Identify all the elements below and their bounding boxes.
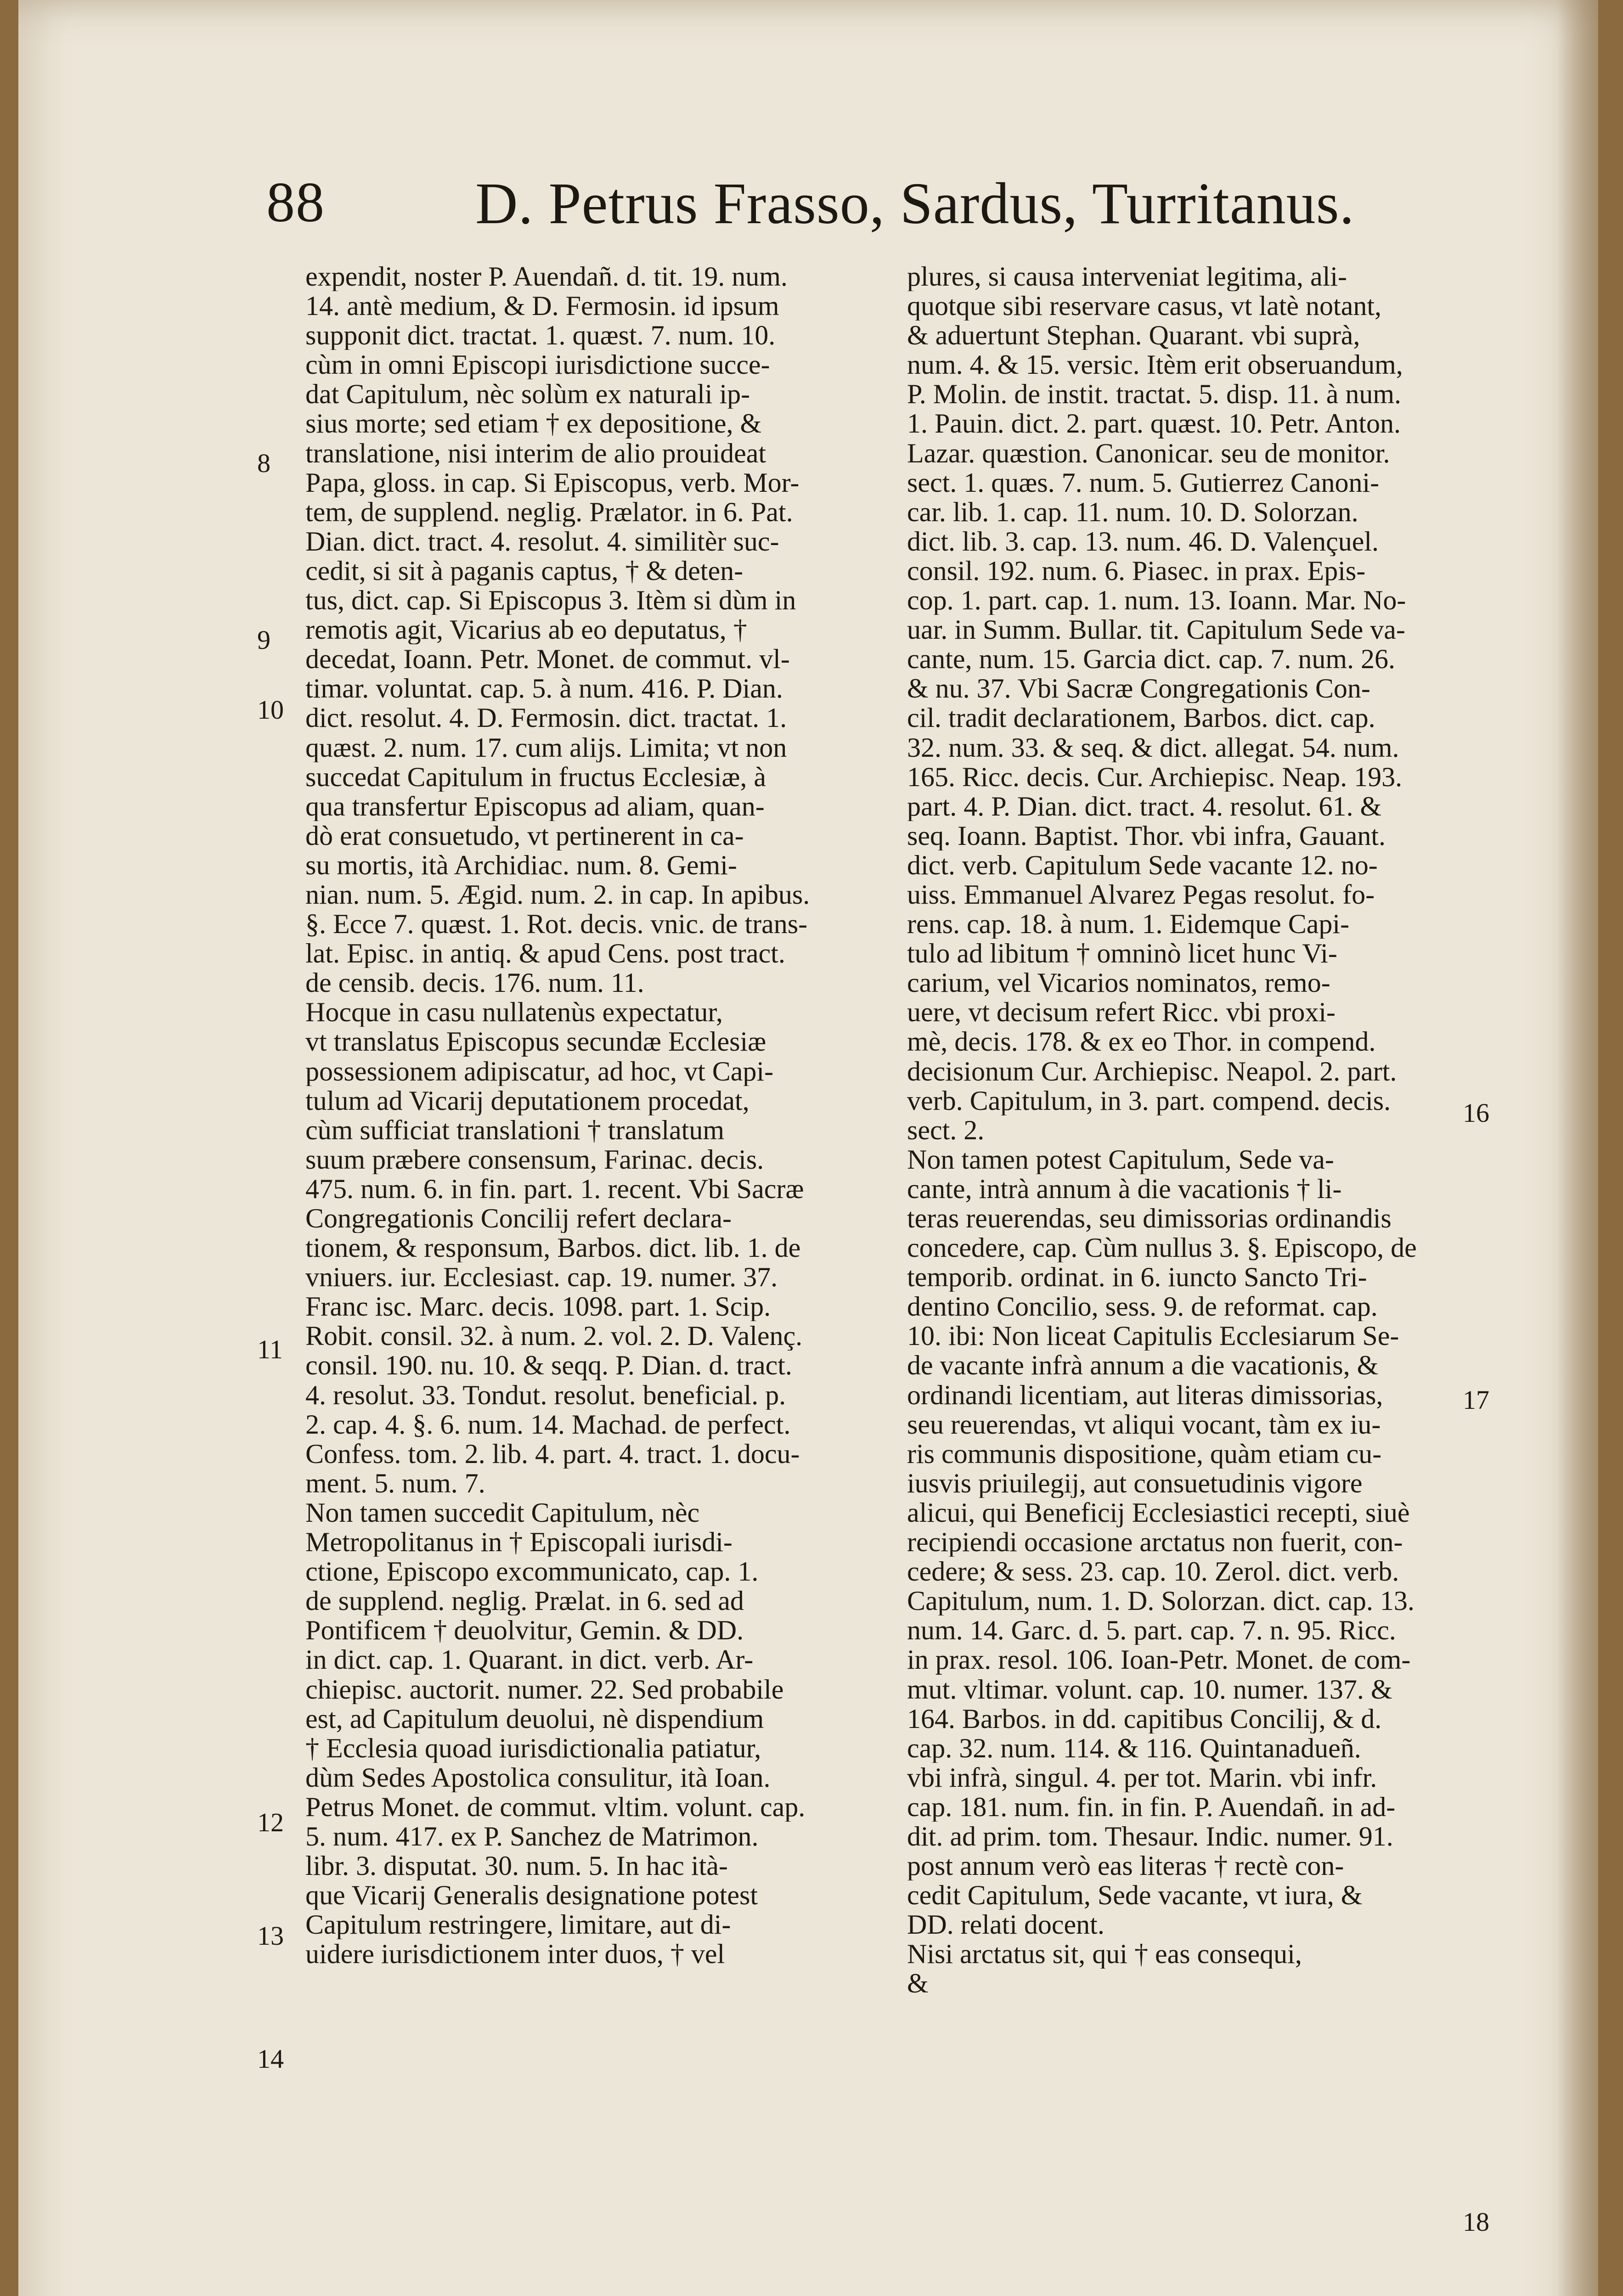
text-line: & [907, 1969, 929, 1998]
text-line: alicui, qui Beneficij Ecclesiastici recepti, siuè [907, 1497, 1410, 1528]
text-line: teras reuerendas, seu dimissorias ordinandis [907, 1204, 1392, 1233]
text-line: 1. Pauin. dict. 2. part. quæst. 10. Petr. Anton. [907, 409, 1401, 439]
text-line: sect. 2. [907, 1115, 985, 1145]
text-line: cùm in omni Episcopi iurisdictione succe- [305, 350, 770, 380]
text-line: possessionem adipiscatur, ad hoc, vt Capi- [305, 1056, 774, 1086]
text-line: de vacante infrà annum a die vacationis, & [907, 1351, 1379, 1380]
text-line: chiepisc. auctorit. numer. 22. Sed probabile [305, 1674, 784, 1704]
text-line: † Ecclesia quoad iurisdictionalia patiatur, [305, 1733, 761, 1763]
text-line: Pontificem † deuolvitur, Gemin. & DD. [305, 1615, 744, 1645]
text-line: vniuers. iur. Ecclesiast. cap. 19. numer. 37. [305, 1262, 778, 1292]
text-line: seq. Ioann. Baptist. Thor. vbi infra, Gauant. [907, 821, 1386, 850]
text-line: supponit dict. tractat. 1. quæst. 7. num. 10. [305, 321, 776, 350]
text-line: verb. Capitulum, in 3. part. compend. decis. [907, 1086, 1391, 1115]
margin-number: 16 [1463, 1098, 1489, 1128]
running-title: D. Petrus Frasso, Sardus, Turritanus. [475, 171, 1355, 236]
text-line: translatione, nisi interim de alio prouideat [305, 438, 766, 468]
text-line: iusvis priuilegij, aut consuetudinis vigore [907, 1468, 1363, 1498]
page-header [266, 170, 1552, 262]
text-line: dict. resolut. 4. D. Fermosin. dict. tractat. 1. [305, 703, 787, 733]
text-line: ment. 5. num. 7. [305, 1468, 485, 1498]
text-line: 32. num. 33. & seq. & dict. allegat. 54. num. [907, 732, 1399, 762]
page-gutter-shadow [1557, 0, 1598, 2296]
margin-number: 10 [257, 695, 284, 725]
text-line: uidere iurisdictionem inter duos, † vel [305, 1939, 725, 1969]
text-line: Hocque in casu nullatenùs expectatur, [305, 997, 723, 1027]
text-line: cante, num. 15. Garcia dict. cap. 7. num. 26. [907, 644, 1396, 674]
text-line: consil. 190. nu. 10. & seqq. P. Dian. d. tract. [305, 1351, 792, 1380]
text-line: temporib. ordinat. in 6. iuncto Sancto Tri- [907, 1262, 1367, 1292]
text-line: tulo ad libitum † omninò licet hunc Vi- [907, 939, 1337, 968]
text-line: 10. ibi: Non liceat Capitulis Ecclesiarum Se- [907, 1321, 1399, 1351]
text-line: cedere; & sess. 23. cap. 10. Zerol. dict. verb. [907, 1557, 1399, 1587]
text-line: post annum verò eas literas † rectè con- [907, 1851, 1344, 1881]
text-line: cil. tradit declarationem, Barbos. dict. cap. [907, 703, 1375, 733]
text-line: cedit, si sit à paganis captus, † & deten- [305, 556, 744, 586]
text-line: 165. Ricc. decis. Cur. Archiepisc. Neap. 193. [907, 762, 1403, 792]
text-line: 4. resolut. 33. Tondut. resolut. beneficial. p. [305, 1380, 786, 1410]
text-line: Robit. consil. 32. à num. 2. vol. 2. D. Valenç. [305, 1321, 803, 1351]
text-line: de supplend. neglig. Prælat. in 6. sed ad [305, 1586, 744, 1616]
text-line: sius morte; sed etiam † ex depositione, & [305, 409, 762, 439]
text-line: nian. num. 5. Ægid. num. 2. in cap. In apibus. [305, 879, 810, 910]
text-line: Non tamen potest Capitulum, Sede va- [907, 1144, 1334, 1174]
margin-number: 14 [257, 2044, 284, 2074]
text-line: uiss. Emmanuel Alvarez Pegas resolut. fo- [907, 879, 1375, 910]
text-line: num. 4. & 15. versic. Itèm erit obseruandum, [907, 350, 1403, 380]
text-line: 164. Barbos. in dd. capitibus Concilij, & d. [907, 1704, 1382, 1733]
text-line: est, ad Capitulum deuolui, nè dispendium [305, 1704, 764, 1733]
text-line: §. Ecce 7. quæst. 1. Rot. decis. vnic. de trans- [305, 909, 808, 939]
margin-number: 9 [257, 625, 270, 655]
text-line: sect. 1. quæs. 7. num. 5. Gutierrez Canoni- [907, 467, 1380, 497]
text-line: mè, decis. 178. & ex eo Thor. in compend. [907, 1027, 1376, 1057]
text-line: dict. lib. 3. cap. 13. num. 46. D. Valençuel. [907, 526, 1379, 556]
text-line: tionem, & responsum, Barbos. dict. lib. 1. de [305, 1233, 801, 1263]
margin-number: 17 [1463, 1385, 1489, 1415]
book-page [18, 0, 1598, 2296]
text-line: decedat, Ioann. Petr. Monet. de commut. vl- [305, 644, 790, 674]
text-line: & aduertunt Stephan. Quarant. vbi suprà, [907, 321, 1360, 350]
text-line: in prax. resol. 106. Ioan-Petr. Monet. de com- [907, 1645, 1411, 1675]
text-line: quotque sibi reservare casus, vt latè notant, [907, 291, 1382, 321]
text-line: tus, dict. cap. Si Episcopus 3. Itèm si dùm in [305, 585, 796, 615]
text-line: dit. ad prim. tom. Thesaur. Indic. numer. 91. [907, 1821, 1393, 1851]
text-line: succedat Capitulum in fructus Ecclesiæ, à [305, 762, 766, 792]
text-line: mut. vltimar. volunt. cap. 10. numer. 137. & [907, 1674, 1392, 1704]
text-line: DD. relati docent. [907, 1910, 1105, 1940]
text-line: tem, de supplend. neglig. Prælator. in 6. Pat. [305, 497, 793, 527]
margin-number: 13 [257, 1921, 284, 1951]
page-number: 88 [266, 171, 325, 234]
text-line: qua transfertur Episcopus ad aliam, quan- [305, 791, 765, 821]
text-line: suum præbere consensum, Farinac. decis. [305, 1144, 764, 1174]
text-line: seu reuerendas, vt aliqui vocant, tàm ex iu- [907, 1409, 1381, 1439]
text-line: cap. 32. num. 114. & 116. Quintanadueñ. [907, 1733, 1361, 1763]
left-text-column [305, 262, 884, 1969]
text-line: carium, vel Vicarios nominatos, remo- [907, 968, 1330, 998]
text-line: Papa, gloss. in cap. Si Episcopus, verb. Mor- [305, 467, 800, 497]
text-line: 5. num. 417. ex P. Sanchez de Matrimon. [305, 1821, 759, 1851]
text-line: car. lib. 1. cap. 11. num. 10. D. Solorzan. [907, 497, 1358, 527]
text-line: dò erat consuetudo, vt pertinerent in ca- [305, 821, 744, 850]
text-line: uar. in Summ. Bullar. tit. Capitulum Sede va- [907, 615, 1405, 645]
text-line: Dian. dict. tract. 4. resolut. 4. similitèr suc- [305, 526, 779, 556]
text-line: su mortis, ità Archidiac. num. 8. Gemi- [305, 850, 737, 880]
text-line: rens. cap. 18. à num. 1. Eidemque Capi- [907, 909, 1350, 939]
text-line: vt translatus Episcopus secundæ Ecclesiæ [305, 1027, 766, 1057]
text-line: cedit Capitulum, Sede vacante, vt iura, & [907, 1880, 1363, 1910]
text-line: 475. num. 6. in fin. part. 1. recent. Vbi Sacræ [305, 1174, 804, 1204]
margin-number: 12 [257, 1807, 284, 1837]
text-line: Capitulum restringere, limitare, aut di- [305, 1910, 731, 1940]
text-line: num. 14. Garc. d. 5. part. cap. 7. n. 95. Ricc. [907, 1615, 1396, 1645]
text-line: timar. voluntat. cap. 5. à num. 416. P. Dian. [305, 674, 783, 703]
text-line: & nu. 37. Vbi Sacræ Congregationis Con- [907, 674, 1370, 703]
text-line: Nisi arctatus sit, qui † eas consequi, [907, 1939, 1302, 1969]
text-line: ordinandi licentiam, aut literas dimissorias, [907, 1380, 1383, 1410]
text-line: cùm sufficiat translationi † translatum [305, 1115, 725, 1145]
text-line: part. 4. P. Dian. dict. tract. 4. resolut. 61. & [907, 791, 1382, 821]
margin-number: 8 [257, 448, 270, 478]
text-line: Capitulum, num. 1. D. Solorzan. dict. cap. 13. [907, 1586, 1414, 1616]
text-line: consil. 192. num. 6. Piasec. in prax. Epis- [907, 556, 1366, 586]
text-line: expendit, noster P. Auendañ. d. tit. 19. num. [305, 262, 788, 292]
text-line: tulum ad Vicarij deputationem procedat, [305, 1086, 750, 1115]
text-line: vbi infrà, singul. 4. per tot. Marin. vbi infr. [907, 1762, 1377, 1792]
text-line: Petrus Monet. de commut. vltim. volunt. cap. [305, 1792, 806, 1822]
text-line: decisionum Cur. Archiepisc. Neapol. 2. part. [907, 1056, 1397, 1086]
text-line: Confess. tom. 2. lib. 4. part. 4. tract. 1. docu- [305, 1439, 800, 1469]
text-line: libr. 3. disputat. 30. num. 5. In hac ità- [305, 1851, 728, 1881]
text-line: dict. verb. Capitulum Sede vacante 12. no- [907, 850, 1378, 880]
text-line: 2. cap. 4. §. 6. num. 14. Machad. de perfect. [305, 1409, 791, 1439]
text-line: ctione, Episcopo excommunicato, cap. 1. [305, 1557, 759, 1587]
text-line: remotis agit, Vicarius ab eo deputatus, † [305, 615, 747, 645]
text-line: concedere, cap. Cùm nullus 3. §. Episcopo, de [907, 1233, 1417, 1263]
right-text-column [907, 262, 1486, 1998]
text-line: uere, vt decisum refert Ricc. vbi proxi- [907, 997, 1336, 1027]
text-line: recipiendi occasione arctatus non fuerit, con- [907, 1527, 1403, 1557]
text-line: in dict. cap. 1. Quarant. in dict. verb. Ar- [305, 1645, 754, 1675]
text-line: Metropolitanus in † Episcopali iurisdi- [305, 1527, 733, 1557]
text-line: dùm Sedes Apostolica consulitur, ità Ioan. [305, 1762, 771, 1792]
text-line: Non tamen succedit Capitulum, nèc [305, 1497, 700, 1528]
text-line: cop. 1. part. cap. 1. num. 13. Ioann. Mar. No- [907, 585, 1406, 615]
text-line: Franc isc. Marc. decis. 1098. part. 1. Scip. [305, 1292, 771, 1322]
text-line: 14. antè medium, & D. Fermosin. id ipsum [305, 291, 779, 321]
text-line: Lazar. quæstion. Canonicar. seu de monitor. [907, 438, 1390, 468]
text-line: de censib. decis. 176. num. 11. [305, 968, 644, 998]
margin-number: 18 [1463, 2207, 1489, 2237]
text-line: lat. Episc. in antiq. & apud Cens. post tract. [305, 939, 785, 968]
text-line: cap. 181. num. fin. in fin. P. Auendañ. in ad- [907, 1792, 1396, 1822]
text-line: que Vicarij Generalis designatione potest [305, 1880, 758, 1910]
text-line: quæst. 2. num. 17. cum alijs. Limita; vt non [305, 732, 787, 762]
text-line: plures, si causa interveniat legitima, ali- [907, 262, 1347, 292]
text-line: Congregationis Concilij refert declara- [305, 1204, 732, 1233]
text-line: dentino Concilio, sess. 9. de reformat. cap. [907, 1292, 1378, 1322]
text-line: cante, intrà annum à die vacationis † li- [907, 1174, 1342, 1204]
text-line: ris communis dispositione, quàm etiam cu- [907, 1439, 1382, 1469]
text-line: dat Capitulum, nèc solùm ex naturali ip- [305, 379, 750, 409]
margin-number: 11 [257, 1334, 283, 1364]
text-line: P. Molin. de instit. tractat. 5. disp. 11. à num. [907, 379, 1402, 409]
